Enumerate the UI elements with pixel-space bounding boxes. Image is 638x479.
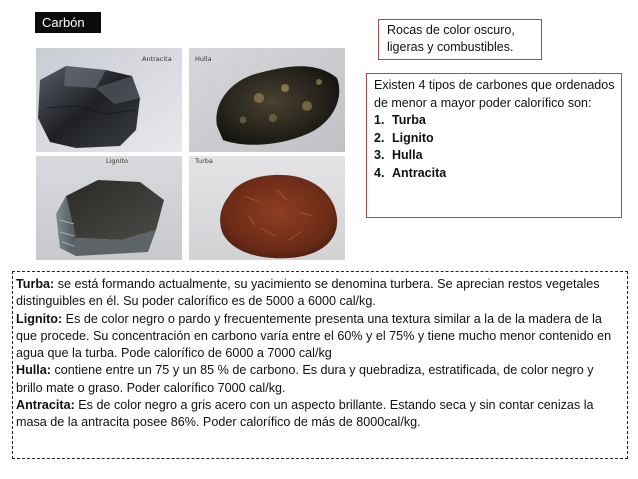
type-item-lignito: 2. Lignito xyxy=(374,130,434,145)
descriptions-box xyxy=(12,271,628,459)
types-intro: Existen 4 tipos de carbones que ordenados de menor a mayor poder calorífico son: xyxy=(374,78,615,110)
turba-label: Turba xyxy=(195,157,213,165)
description-hulla: Hulla: contiene entre un 75 y un 85 % de carbono. Es dura y quebradiza, estratificada, de color negro y brillo mate o graso. Poder calorífico 7000 cal/kg. xyxy=(16,363,594,395)
lignito-label: Lignito xyxy=(106,157,129,165)
antracita-photo xyxy=(36,48,182,152)
type-item-antracita: 4. Antracita xyxy=(374,165,447,180)
type-item-hulla: 3. Hulla xyxy=(374,148,423,162)
description-lignito: Lignito: Es de color negro o pardo y frecuentemente presenta una textura similar a la de la madera de la que procede. Su concentración en carbono varía entre el 60% y el 75% y tiene mucho menor contenido en agua que la turba. Pode calorífico de 6000 a 7000 cal/kg xyxy=(16,311,612,361)
hulla-label: Hulla xyxy=(195,55,212,63)
description-antracita: Antracita: Es de color negro a gris acero con un aspecto brillante. Estando seca y sin contar cenizas la masa de la antracita posee 86%. Poder calorífico de más de 8000cal/kg. xyxy=(16,398,594,430)
antracita-label: Antracita xyxy=(142,55,172,63)
title-tag: Carbón xyxy=(35,12,101,33)
types-list xyxy=(374,112,615,182)
types-box xyxy=(366,73,622,218)
turba-photo xyxy=(189,156,345,260)
hulla-photo xyxy=(189,48,345,152)
type-item-turba: 1. Turba xyxy=(374,113,426,127)
lignito-photo xyxy=(36,156,182,260)
description-turba: Turba: se está formando actualmente, su yacimiento se denomina turbera. Se aprecian restos vegetales distinguibles en él. Su poder calorífico es de 5000 a 6000 cal/kg. xyxy=(16,277,600,309)
summary-box: Rocas de color oscuro, ligeras y combustibles. xyxy=(378,19,542,60)
